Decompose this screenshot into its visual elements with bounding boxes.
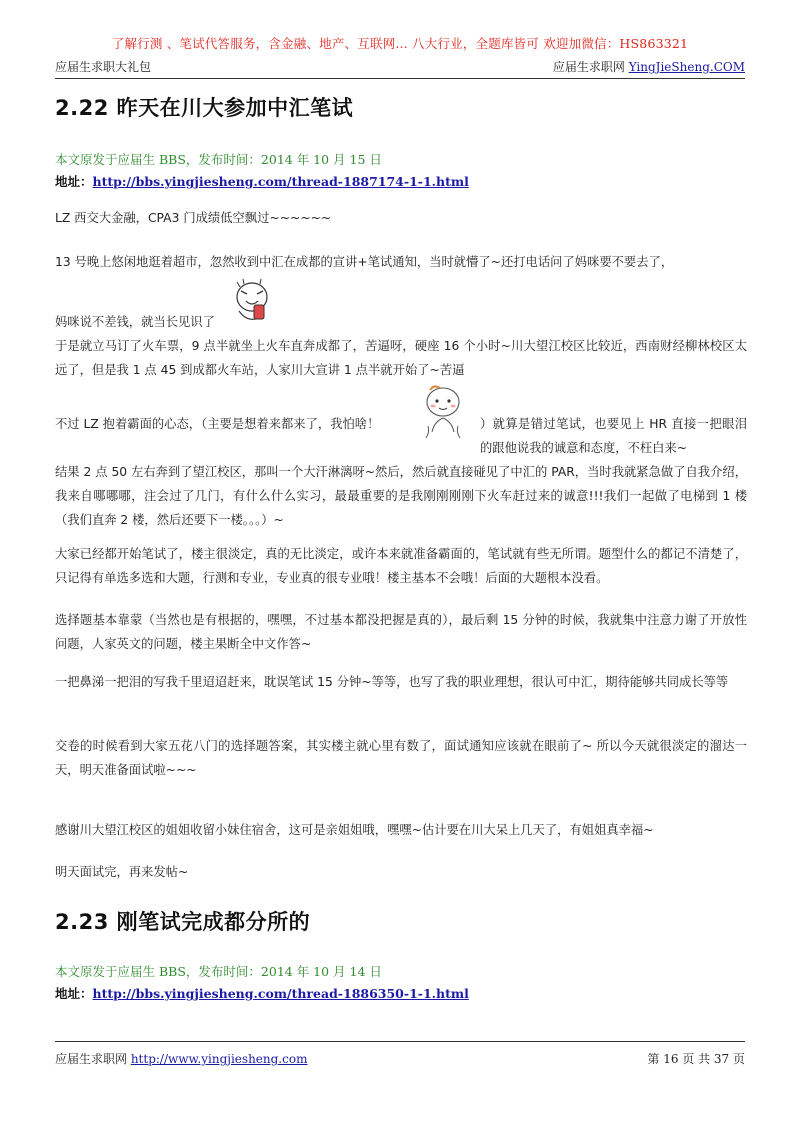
paragraph: 选择题基本靠蒙（当然也是有根据的，嘿嘿，不过基本都没把握是真的），最后剩 15 分钟的时候，我就集中注意力谢了开放性问题，人家英文的问题，楼主果断全中文作答~: [55, 613, 747, 651]
page-footer: [55, 1041, 745, 1067]
post-address: [55, 172, 469, 190]
footer-site: [55, 1050, 307, 1067]
post-meta: 本文原发于应届生 BBS，发布时间：2014 年 10 月 15 日: [55, 152, 382, 167]
paragraph: LZ 西交大金融，CPA3 门成绩低空飘过~~~~~~: [55, 211, 332, 225]
thread-link[interactable]: http://bbs.yingjiesheng.com/thread-1886350-1-1.html: [92, 986, 469, 1001]
paragraph: 不过 LZ 抱着霸面的心态，（主要是想着来都来了，我怕啥！: [55, 417, 380, 431]
address-label: 地址：: [55, 174, 93, 189]
promo-banner: 了解行测 、笔试代答服务，含金融、地产、互联网... 八大行业，全题库皆可 欢迎加微信：HS863321: [111, 36, 689, 51]
paragraph: 于是就立马订了火车票，9 点半就坐上火车直奔成都了，苦逼呀，硬座 16 个小时~川大望江校区比较近，西南财经柳林校区太远了，但是我 1 点 45 到成都火车站，人家川大宣讲 1 点半就开始了~苦逼: [55, 339, 747, 377]
paragraph: 明天面试完，再来发帖~: [55, 865, 189, 879]
paragraph: 一把鼻涕一把泪的写我千里迢迢赶来，耽误笔试 15 分钟~等等，也写了我的职业理想，很认可中汇，期待能够共同成长等等: [55, 675, 729, 689]
header-site: [553, 58, 745, 75]
page-number: 第 16 页 共 37 页: [647, 1052, 745, 1066]
section-title-2-23: 2.23 刚笔试完成都分所的: [55, 910, 311, 934]
header-title: 应届生求职大礼包: [55, 60, 152, 74]
header-site-link[interactable]: YingJieSheng.COM: [628, 60, 745, 74]
post-address: [55, 984, 469, 1002]
post-meta: 本文原发于应届生 BBS，发布时间：2014 年 10 月 14 日: [55, 964, 382, 979]
paragraph: 结果 2 点 50 左右奔到了望江校区，那叫一个大汗淋漓呀~然后，然后就直接碰见了中汇的 PAR，当时我就紧急做了自我介绍，我来自哪哪哪，注会过了几门，有什么什么实习，最最重要的是我刚刚刚刚下火车赶过来的诚意!!!我们一起做了电梯到 1 楼（我们直奔 2 楼，然后还要下一楼。。。）~: [55, 465, 747, 527]
header-site-name: 应届生求职网: [552, 60, 629, 74]
paragraph: 感谢川大望江校区的姐姐收留小妹住宿舍，这可是亲姐姐哦，嘿嘿~估计要在川大呆上几天了，有姐姐真幸福~: [55, 823, 654, 837]
paragraph: 妈咪说不差钱，就当长见识了: [55, 315, 215, 329]
chibi-emoticon-icon: [420, 382, 466, 440]
paragraph: 13 号晚上悠闲地逛着超市，忽然收到中汇在成都的宣讲+笔试通知，当时就懵了~还打电话问了妈咪要不要去了，: [55, 255, 674, 269]
paragraph: ）就算是错过笔试，也要见上 HR 直接一把眼泪的跟他说我的诚意和态度，不枉白来~: [480, 417, 747, 455]
section-title-2-22: 2.22 昨天在川大参加中汇笔试: [55, 96, 354, 120]
crying-emoticon-icon: [232, 277, 272, 325]
page-header: [55, 58, 745, 79]
footer-site-name: 应届生求职网: [55, 1052, 131, 1066]
address-label: 地址：: [55, 986, 93, 1001]
thread-link[interactable]: http://bbs.yingjiesheng.com/thread-1887174-1-1.html: [92, 174, 469, 189]
footer-site-link[interactable]: http://www.yingjiesheng.com: [130, 1052, 308, 1066]
paragraph: 大家已经都开始笔试了，楼主很淡定，真的无比淡定，或许本来就准备霸面的，笔试就有些无所谓。题型什么的都记不清楚了，只记得有单选多选和大题，行测和专业，专业真的很专业哦！楼主基本不会哦！后面的大题根本没看。: [55, 547, 747, 585]
paragraph: 交卷的时候看到大家五花八门的选择题答案，其实楼主就心里有数了，面试通知应该就在眼前了~ 所以今天就很淡定的溜达一天，明天准备面试啦~~~: [55, 739, 747, 777]
